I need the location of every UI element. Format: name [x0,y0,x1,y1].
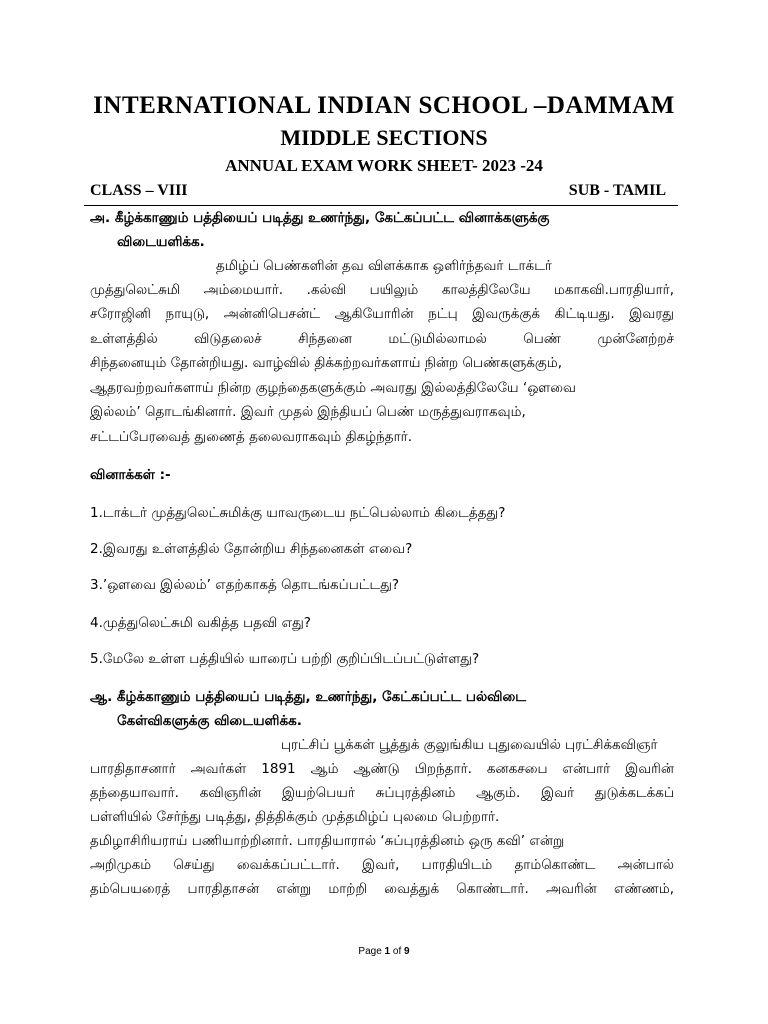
passage-a-line: முத்துலெட்சுமி அம்மையார். .கல்வி பயிலும் காலத்திலேயே மகாகவி.பாரதியார், [90,282,674,298]
passage-b-line: தந்தையாவார். கவிஞரின் இயற்பெயர் சுப்புரத்தினம் ஆகும். இவர் துடுக்கடக்கப் [90,785,674,801]
section-b-instruction-cont: கேள்விகளுக்கு விடையளிக்க. [117,713,302,729]
subject-label: SUB - TAMIL [568,182,666,199]
passage-a-line: இல்லம்’ தொடங்கினார். இவர் முதல் இந்தியப் பெண் மருத்துவராகவும், [90,404,526,420]
exam-title: ANNUAL EXAM WORK SHEET- 2023 -24 [225,156,543,175]
passage-a-line: சரோஜினி நாயுடு, அன்னிபெசன்ட் ஆகியோரின் நட்பு இவருக்குக் கிட்டியது. இவரது [90,306,674,322]
passage-b-line: புரட்சிப் பூக்கள் பூத்துக் குலுங்கிய புதுவையில் புரட்சிக்கவிஞர் [281,737,658,753]
header-divider [84,205,678,206]
passage-a-line: சிந்தனையும் தோன்றியது. வாழ்வில் திக்கற்றவர்களாய் நின்ற பெண்களுக்கும், [90,355,562,371]
passage-b-line: பள்ளியில் சேர்ந்து படித்து, தித்திக்கும் முத்தமிழ்ப் புலமை பெற்றார். [90,809,500,825]
section-b-instruction: ஆ. கீழ்க்காணும் பத்தியைப் படித்து, உணர்ந்து, கேட்கப்பட்ட பல்விடை [90,689,527,705]
class-label: CLASS – VIII [90,182,188,199]
page-number [0,946,768,957]
question-item: 4.முத்துலெட்சுமி வகித்த பதவி எது? [90,615,311,631]
page-current: 1 [384,946,391,957]
question-item: 3.’ஔவை இல்லம்’ எதற்காகத் தொடங்கப்பட்டது? [90,577,400,593]
class-subject-row [90,182,666,200]
passage-b-line: பாரதிதாசனார் அவர்கள் 1891 ஆம் ஆண்டு பிறந்தார். கனகசபை என்பார் இவரின் [90,761,674,777]
passage-a-line: ஆதரவற்றவர்களாய் நின்ற குழந்தைகளுக்கும் அவரது இல்லத்திலேயே ‘ஔவை [90,380,576,396]
page-prefix: Page [358,946,385,957]
question-item: 2.இவரது உள்ளத்தில் தோன்றிய சிந்தனைகள் எவை? [90,541,413,557]
section-a-instruction: அ. கீழ்க்காணும் பத்தியைப் படித்து உணர்ந்து, கேட்கப்பட்ட வினாக்களுக்கு [90,210,550,226]
passage-a-line: தமிழ்ப் பெண்களின் தவ விளக்காக ஒளிர்ந்தவர் டாக்டர் [216,258,552,274]
section-title: MIDDLE SECTIONS [280,125,488,150]
school-title: INTERNATIONAL INDIAN SCHOOL –DAMMAM [93,92,675,119]
passage-b-line: தமிழாசிரியராய் பணியாற்றினார். பாரதியாரால் ‘சுப்புரத்தினம் ஒரு கவி’ என்று [90,833,565,849]
passage-b-line: அறிமுகம் செய்து வைக்கப்பட்டார். இவர், பாரதியிடம் தாம்கொண்ட அன்பால் [90,857,674,873]
passage-a-line: சட்டப்பேரவைத் துணைத் தலைவராகவும் திகழ்ந்தார். [90,429,412,445]
passage-a-line: உள்ளத்தில் விடுதலைச் சிந்தனை மட்டுமில்லாமல் பெண் முன்னேற்றச் [90,331,674,347]
questions-heading: வினாக்கள் :- [90,467,171,483]
section-a-instruction-cont: விடையளிக்க. [117,234,205,250]
question-item: 5.மேலே உள்ள பத்தியில் யாரைப் பற்றி குறிப்பிடப்பட்டுள்ளது? [90,651,480,667]
page-of: of [390,946,405,957]
page-total: 9 [404,946,410,957]
passage-b-line: தம்பெயரைத் பாரதிதாசன் என்று மாற்றி வைத்துக் கொண்டார். அவரின் எண்ணம், [90,881,674,897]
question-item: 1.டாக்டர் முத்துலெட்சுமிக்கு யாவருடைய நட்பெல்லாம் கிடைத்தது? [90,505,506,521]
